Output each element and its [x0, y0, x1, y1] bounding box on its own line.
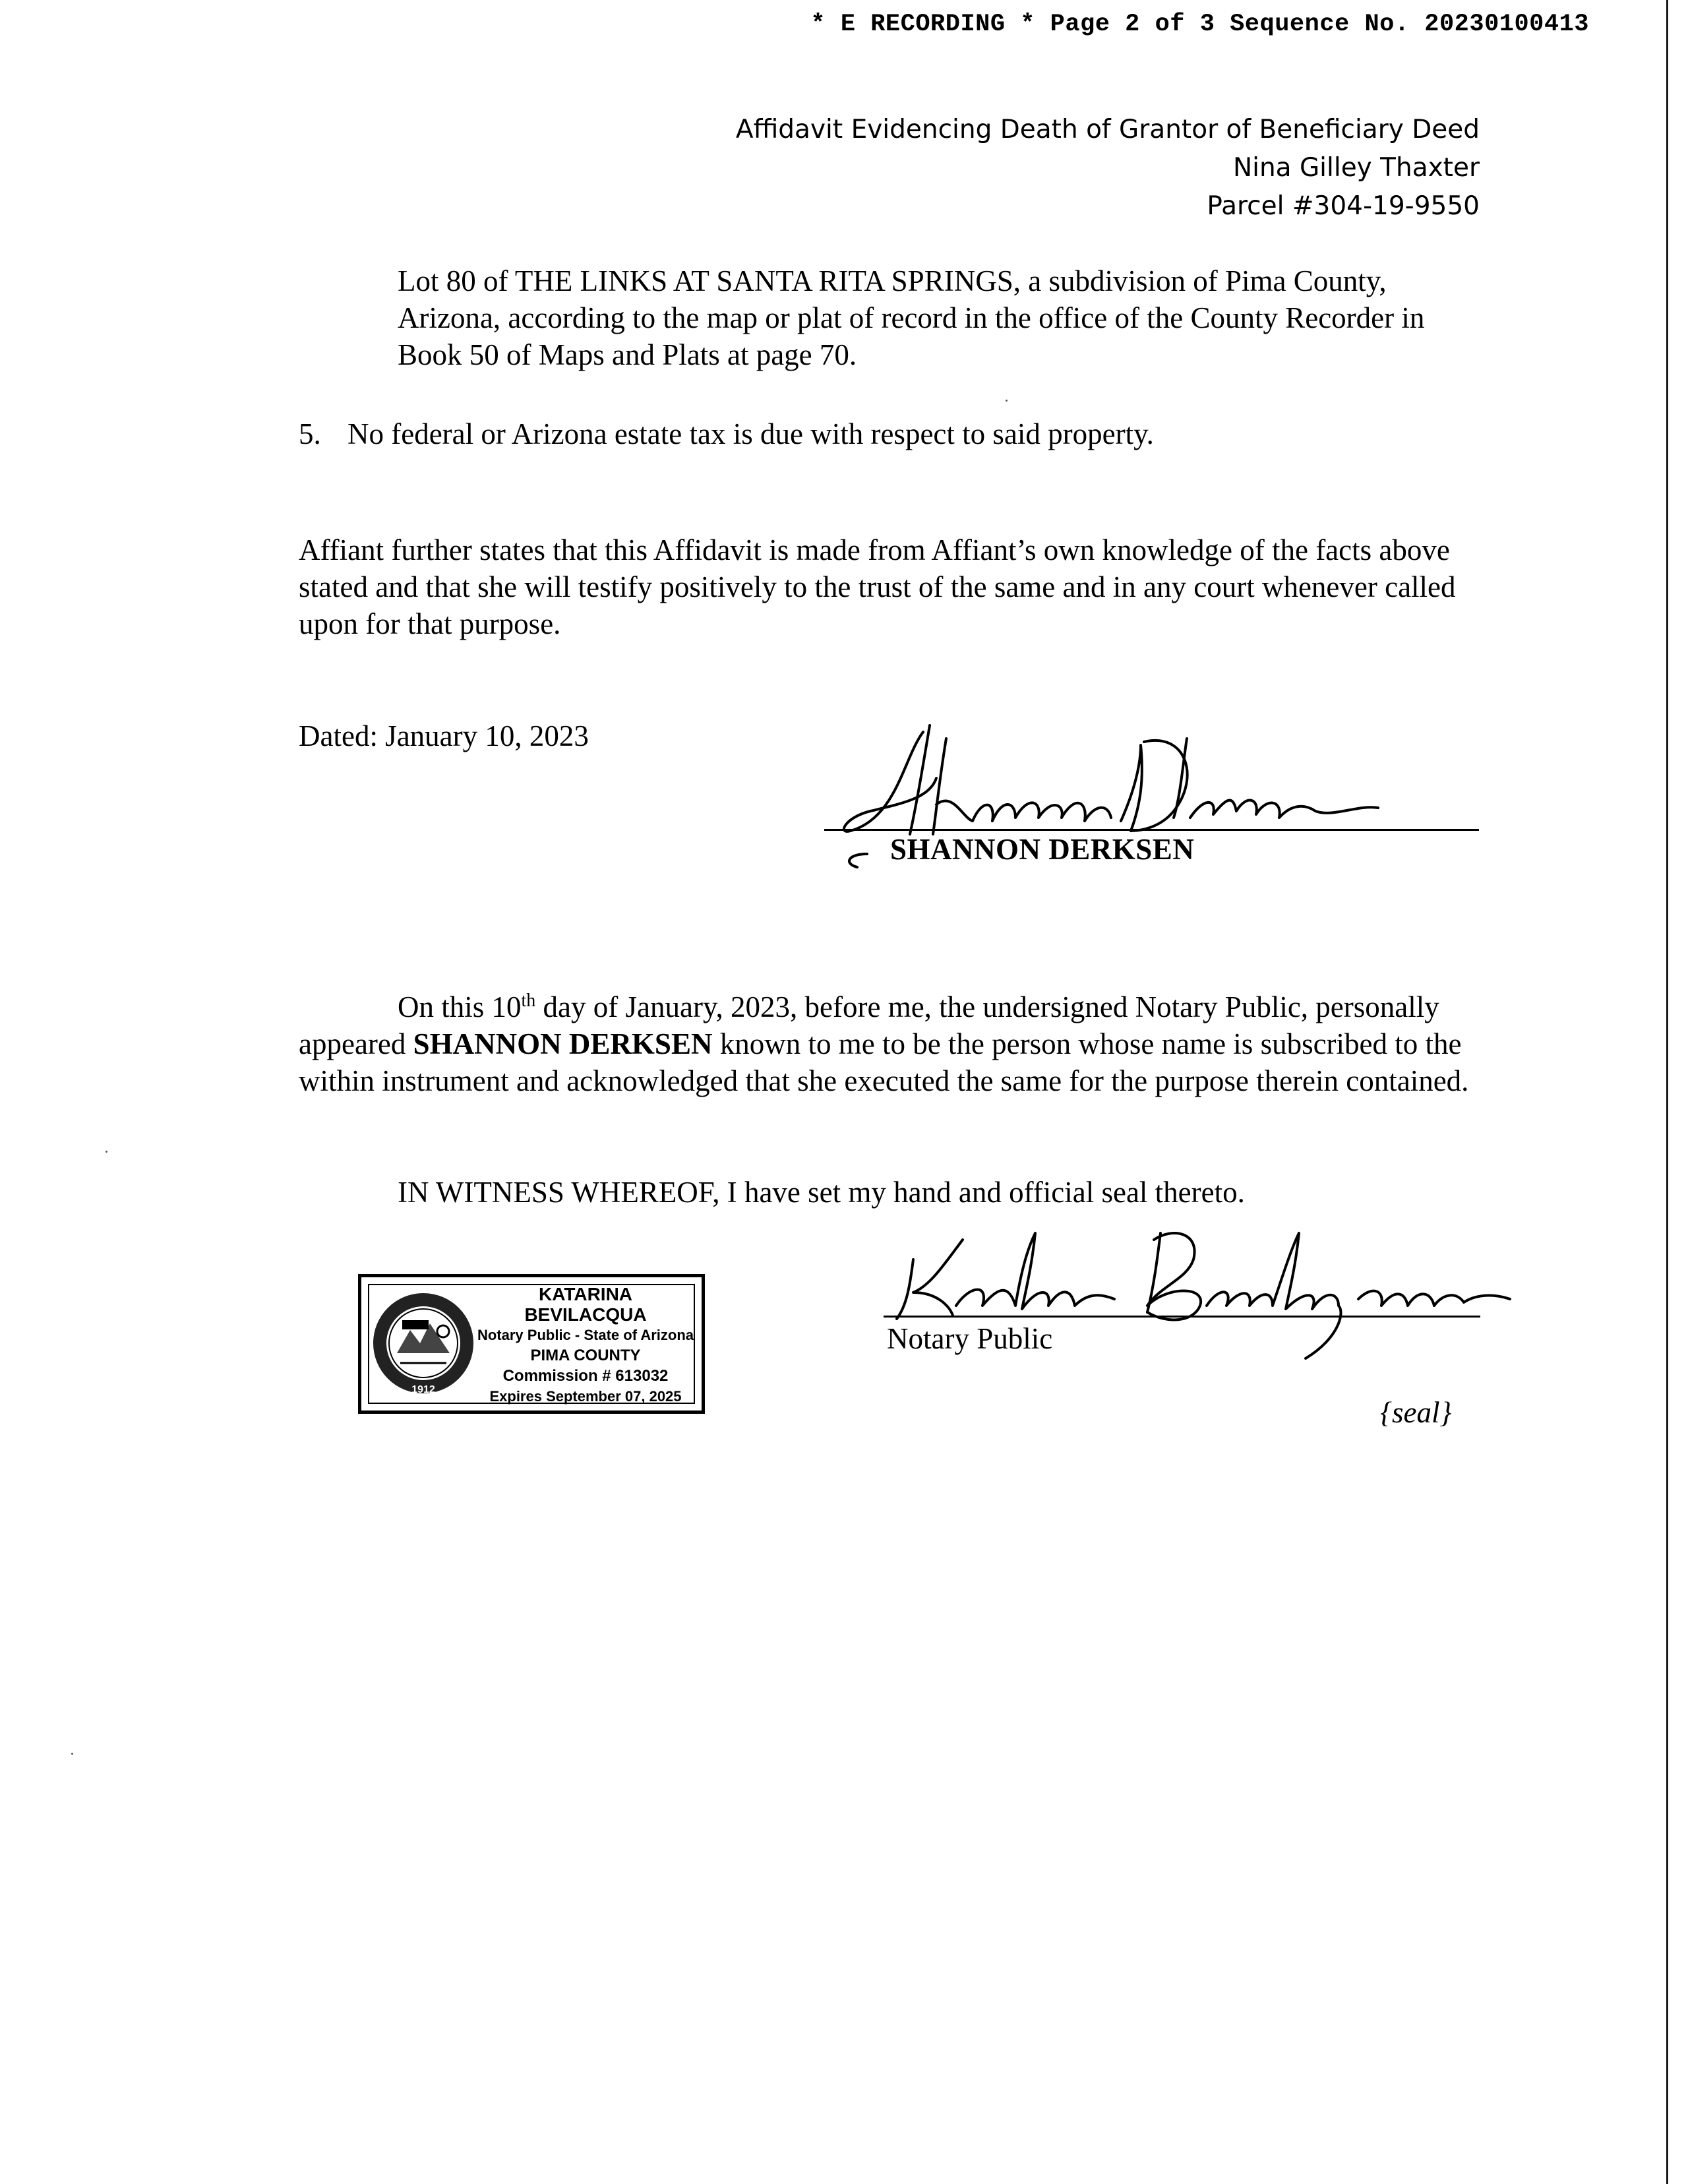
- acknowledgment-part2: known to me to be the person whose name is subscribed to the within instrument and acknowledged that she executed the same for the purpose therein contained.: [299, 1027, 1469, 1097]
- scan-speck: [1006, 400, 1008, 402]
- state-seal-icon: [371, 1290, 476, 1396]
- notary-stamp-commission: Commission # 613032: [502, 1367, 669, 1385]
- notary-stamp: [358, 1274, 705, 1414]
- document-title: Affidavit Evidencing Death of Grantor of Beneficiary Deed: [735, 115, 1480, 144]
- acknowledgment-name: SHANNON DERKSEN: [413, 1027, 713, 1060]
- acknowledgment-paragraph: [299, 983, 1486, 1099]
- scan-edge-line: [1666, 0, 1668, 2184]
- notary-signature-line: [884, 1316, 1480, 1318]
- notary-stamp-text: [477, 1284, 694, 1407]
- dated-line: Dated: January 10, 2023: [299, 719, 589, 752]
- decedent-name: Nina Gilley Thaxter: [1232, 153, 1480, 183]
- affiant-printed-name: SHANNON DERKSEN: [890, 833, 1195, 866]
- seal-note: {seal}: [1380, 1396, 1452, 1429]
- acknowledgment-lead: On this 10: [398, 990, 522, 1023]
- scan-speck: [106, 1151, 107, 1153]
- scan-speck: [71, 1753, 73, 1755]
- document-header: [736, 111, 1480, 226]
- recording-header: * E RECORDING * Page 2 of 3 Sequence No. 20230100413: [810, 11, 1589, 38]
- further-statement: Affiant further states that this Affidavit is made from Affiant’s own knowledge of the facts above stated and that she will testify positively to the trust of the same and in any court whenever called upon for that purpose.: [299, 533, 1456, 640]
- notary-stamp-line2: Notary Public - State of Arizona: [477, 1327, 694, 1343]
- notary-stamp-expires: Expires September 07, 2025: [489, 1388, 682, 1405]
- item-text: No federal or Arizona estate tax is due with respect to said property.: [347, 417, 1154, 450]
- acknowledgment-part1: day of January, 2023, before me, the undersigned Notary Public, personally appeared: [299, 990, 1439, 1060]
- notary-stamp-county: PIMA COUNTY: [530, 1347, 641, 1364]
- svg-text:1912: 1912: [411, 1384, 435, 1395]
- legal-description: Lot 80 of THE LINKS AT SANTA RITA SPRINGS, a subdivision of Pima County, Arizona, according to the map or plat of record in the office of the County Recorder in Book 50 of Maps and Plats at page 70.: [398, 264, 1425, 371]
- parcel-number: Parcel #304-19-9550: [1207, 191, 1480, 221]
- acknowledgment-superscript: th: [521, 990, 536, 1011]
- item-number: 5.: [299, 417, 321, 450]
- witness-statement: IN WITNESS WHEREOF, I have set my hand and official seal thereto.: [398, 1176, 1245, 1209]
- notary-public-label: Notary Public: [887, 1322, 1053, 1355]
- item-5: [299, 415, 1486, 452]
- affiant-signature-line: [824, 829, 1479, 831]
- notary-stamp-name: KATARINA BEVILACQUA: [524, 1284, 647, 1325]
